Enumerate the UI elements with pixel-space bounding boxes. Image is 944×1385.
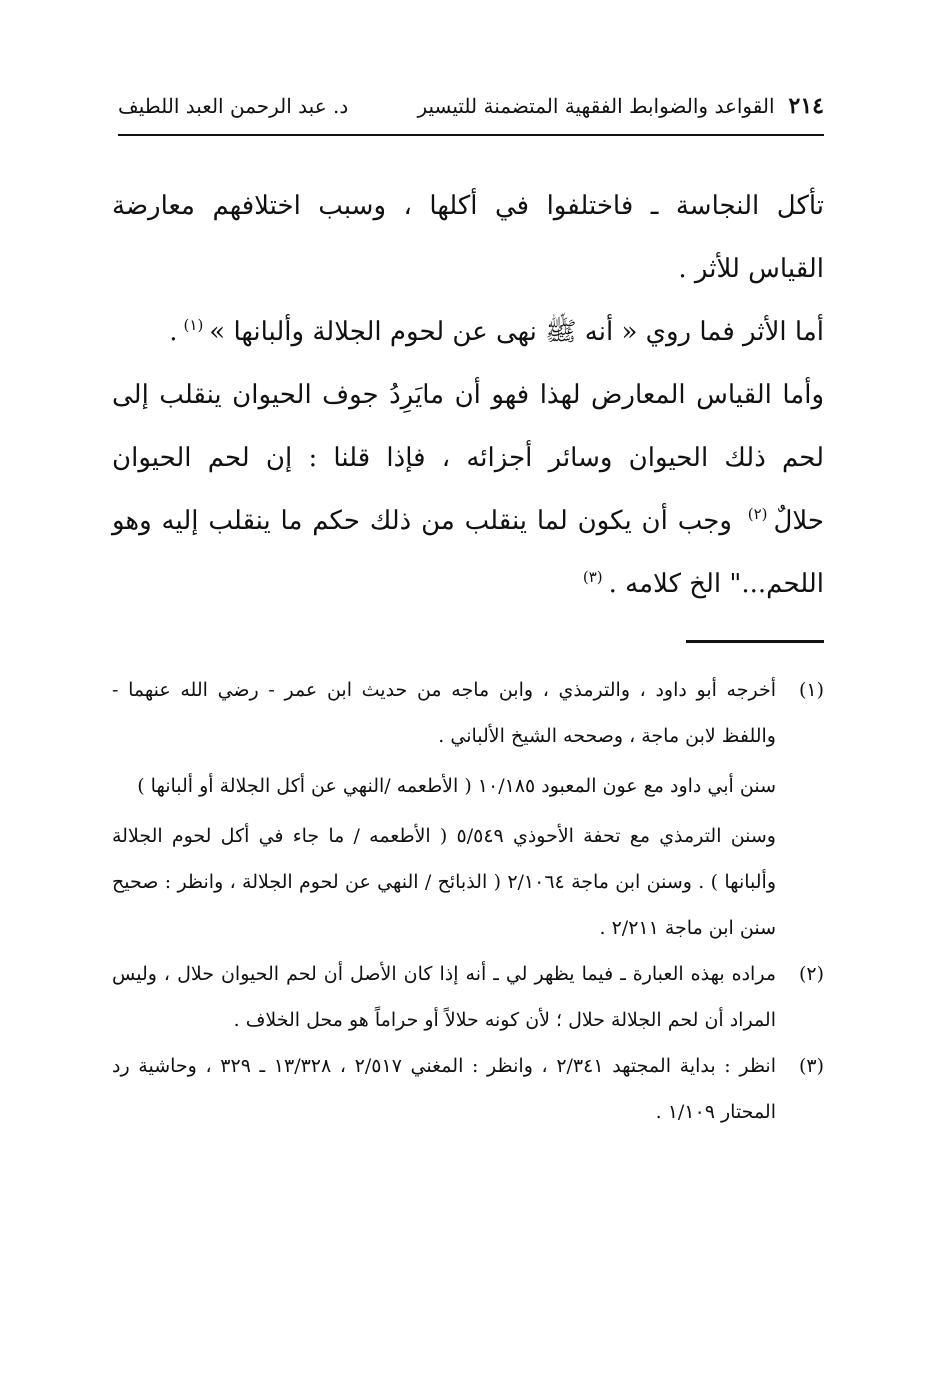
paragraph-end: . [169, 317, 178, 347]
footnote-text: مراده بهذه العبارة ـ فيما يظهر لي ـ أنه إذا كان الأصل أن لحم الحيوان حلال ، وليس المراد أن لحم الجلالة حلال ؛ لأن كونه حلالاً أو حراماً هو محل الخلاف . [112, 963, 776, 1031]
footnote-reference: (٣) [582, 568, 603, 587]
footnote-text: انظر : بداية المجتهد ٢/٣٤١ ، وانظر : المغني ٢/٥١٧ ، ١٣/٣٢٨ ـ ٣٢٩ ، وحاشية رد المحتار ١/١٠٩ . [112, 1055, 776, 1123]
author-name: د. عبد الرحمن العبد اللطيف [118, 94, 349, 118]
footnote-number: (٢) [798, 963, 824, 985]
main-text [112, 175, 824, 616]
footnote-separator [686, 640, 824, 643]
footnotes [112, 667, 824, 1135]
footnote-body [112, 1043, 776, 1135]
paragraph-text: وأما القياس المعارض لهذا فهو أن مايَرِدُ جوف الحيوان ينقلب إلى لحم ذلك الحيوان وسائر أجزائه ، فإذا قلنا : إن لحم الحيوان حلالٌ [112, 380, 825, 536]
footnote-reference: (١) [183, 316, 204, 335]
paragraph [112, 301, 824, 364]
running-header [118, 84, 824, 128]
footnote [112, 951, 824, 1043]
footnote-body [112, 667, 776, 951]
page-number: ٢١٤ [788, 93, 824, 119]
footnote-number: (١) [798, 679, 824, 701]
footnote-text: وسنن الترمذي مع تحفة الأحوذي ٥/٥٤٩ ( الأطعمه / ما جاء في أكل لحوم الجلالة وألبانها ) . وسنن ابن ماجة ٢/١٠٦٤ ( الذبائح / النهي عن لحوم الجلالة ، وانظر : صحيح سنن ابن ماجة ٢/٢١١ . [112, 825, 776, 939]
footnote-text: سنن أبي داود مع عون المعبود ١٠/١٨٥ ( الأطعمه /النهي عن أكل الجلالة أو ألبانها ) [137, 775, 776, 797]
footnote-number: (٣) [798, 1055, 824, 1077]
paragraph-text: أما الأثر فما روي « أنه ﷺ نهى عن لحوم الجلالة وألبانها » [209, 317, 824, 347]
paragraph [112, 364, 824, 616]
paragraph-text: وجب أن يكون لما ينقلب من ذلك حكم ما ينقلب إليه وهو اللحم..." الخ كلامه . [112, 506, 824, 599]
book-title: القواعد والضوابط الفقهية المتضمنة للتيسير [417, 94, 775, 118]
header-rule [118, 134, 824, 136]
footnote [112, 667, 824, 951]
paragraph: تأكل النجاسة ـ فاختلفوا في أكلها ، وسبب اختلافهم معارضة القياس للأثر . [112, 191, 824, 284]
footnote [112, 1043, 824, 1135]
header-title-group [417, 93, 824, 119]
footnote-body [112, 951, 776, 1043]
footnote-text: أخرجه أبو داود ، والترمذي ، وابن ماجه من حديث ابن عمر - رضي الله عنهما - واللفظ لابن ماجة ، وصححه الشيخ الألباني . [112, 679, 776, 747]
footnote-reference: (٢) [747, 505, 768, 524]
